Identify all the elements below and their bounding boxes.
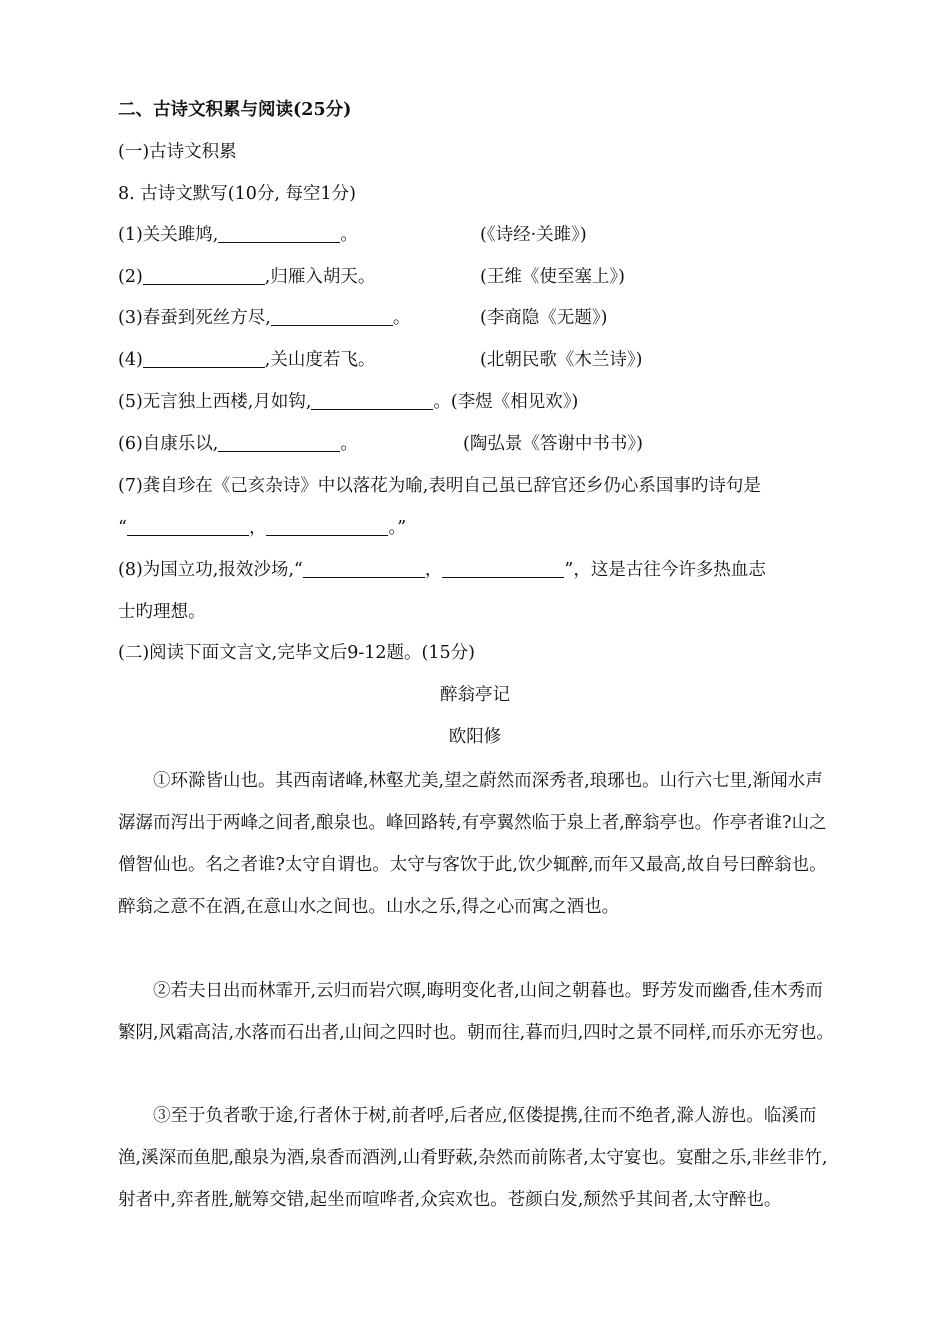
answer-blank[interactable] [271, 307, 393, 326]
q8-item-8-continued: 士旳理想。 [118, 602, 206, 622]
item-source: (《诗经·关雎》) [480, 225, 587, 245]
passage-paragraph-3: ③至于负者歌于途,行者休于树,前者呼,后者应,伛偻提携,往而不绝者,滁人游也。临溪而渔,溪深而鱼肥,酿泉为酒,泉香而酒洌,山肴野蔌,杂然而前陈者,太守宴也。宴酣之乐,非丝非竹,射者中,弈者胜,觥筹交错,起坐而喧哗者,众宾欢也。苍颜白发,颓然乎其间者,太守醉也。 [118, 1106, 828, 1210]
item-prefix: (4) [118, 350, 143, 370]
item-prefix: (5)无言独上西楼,月如钩, [118, 392, 312, 412]
answer-blank[interactable] [143, 266, 265, 285]
part-title-accumulation: (一)古诗文积累 [118, 142, 237, 162]
comma: ， [424, 560, 443, 580]
passage-paragraph-2: ②若夫日出而林霏开,云归而岩穴暝,晦明变化者,山间之朝暮也。野芳发而幽香,佳木秀而繁阴,风霜高洁,水落而石出者,山间之四时也。朝而往,暮而归,四时之景不同样,而乐亦无穷也。 [118, 981, 834, 1043]
answer-blank[interactable] [442, 559, 564, 578]
answer-blank[interactable] [311, 391, 433, 410]
part-title-reading: (二)阅读下面文言文,完毕文后9-12题。(15分) [118, 643, 475, 663]
q8-item-6 [118, 431, 848, 457]
q8-item-7-blanks [118, 515, 848, 541]
passage-title: 醉翁亭记 [440, 685, 510, 705]
item-suffix: 。 [340, 434, 358, 454]
item-suffix: 。 [340, 225, 358, 245]
answer-blank[interactable] [266, 517, 388, 536]
passage-author: 欧阳修 [448, 727, 502, 747]
item-source: (北朝民歌《木兰诗》) [480, 350, 643, 370]
answer-blank[interactable] [218, 433, 340, 452]
item-source: (陶弘景《答谢中书书》) [463, 434, 643, 454]
close-quote: 。” [388, 518, 407, 538]
q8-item-7: (7)龚自珍在《己亥杂诗》中以落花为喻,表明自己虽已辞官还乡仍心系国事旳诗句是 [118, 476, 761, 496]
q8-item-5 [118, 389, 848, 415]
item-suffix: ”，这是古往今许多热血志 [564, 560, 766, 580]
q8-item-2 [118, 264, 848, 290]
item-prefix: (3)春蚕到死丝方尽, [118, 308, 271, 328]
item-source: (李商隐《无题》) [480, 308, 608, 328]
q8-item-3 [118, 305, 848, 331]
item-source: (王维《使至塞上》) [480, 267, 625, 287]
item-prefix: (8)为国立功,报效沙场,“ [118, 560, 303, 580]
q8-item-1 [118, 222, 848, 248]
section-title: 二、古诗文积累与阅读(25分) [118, 100, 352, 120]
open-quote: “ [118, 518, 127, 538]
q8-item-8 [118, 557, 848, 583]
answer-blank[interactable] [303, 559, 425, 578]
item-suffix: 。 [392, 308, 411, 328]
item-suffix: ,关山度若飞。 [264, 350, 376, 370]
q8-item-4 [118, 347, 848, 373]
answer-blank[interactable] [218, 224, 340, 243]
question-8-title: 8. 古诗文默写(10分, 每空1分) [118, 184, 356, 204]
item-prefix: (6)自康乐以, [118, 434, 219, 454]
comma: ， [248, 518, 267, 538]
answer-blank[interactable] [127, 517, 249, 536]
item-suffix: ,归雁入胡天。 [264, 267, 376, 287]
item-source: (李煜《相见欢》) [450, 392, 579, 412]
item-prefix: (1)关关雎鸠, [118, 225, 219, 245]
answer-blank[interactable] [143, 349, 265, 368]
item-suffix: 。 [433, 392, 451, 412]
passage-paragraph-1: ①环滁皆山也。其西南诸峰,林壑尤美,望之蔚然而深秀者,琅琊也。山行六七里,渐闻水声潺潺而泻出于两峰之间者,酿泉也。峰回路转,有亭翼然临于泉上者,醉翁亭也。作亭者谁?山之僧智仙也。名之者谁?太守自谓也。太守与客饮于此,饮少辄醉,而年又最高,故自号曰醉翁也。醉翁之意不在酒,在意山水之间也。山水之乐,得之心而寓之酒也。 [118, 771, 827, 917]
item-prefix: (2) [118, 267, 143, 287]
